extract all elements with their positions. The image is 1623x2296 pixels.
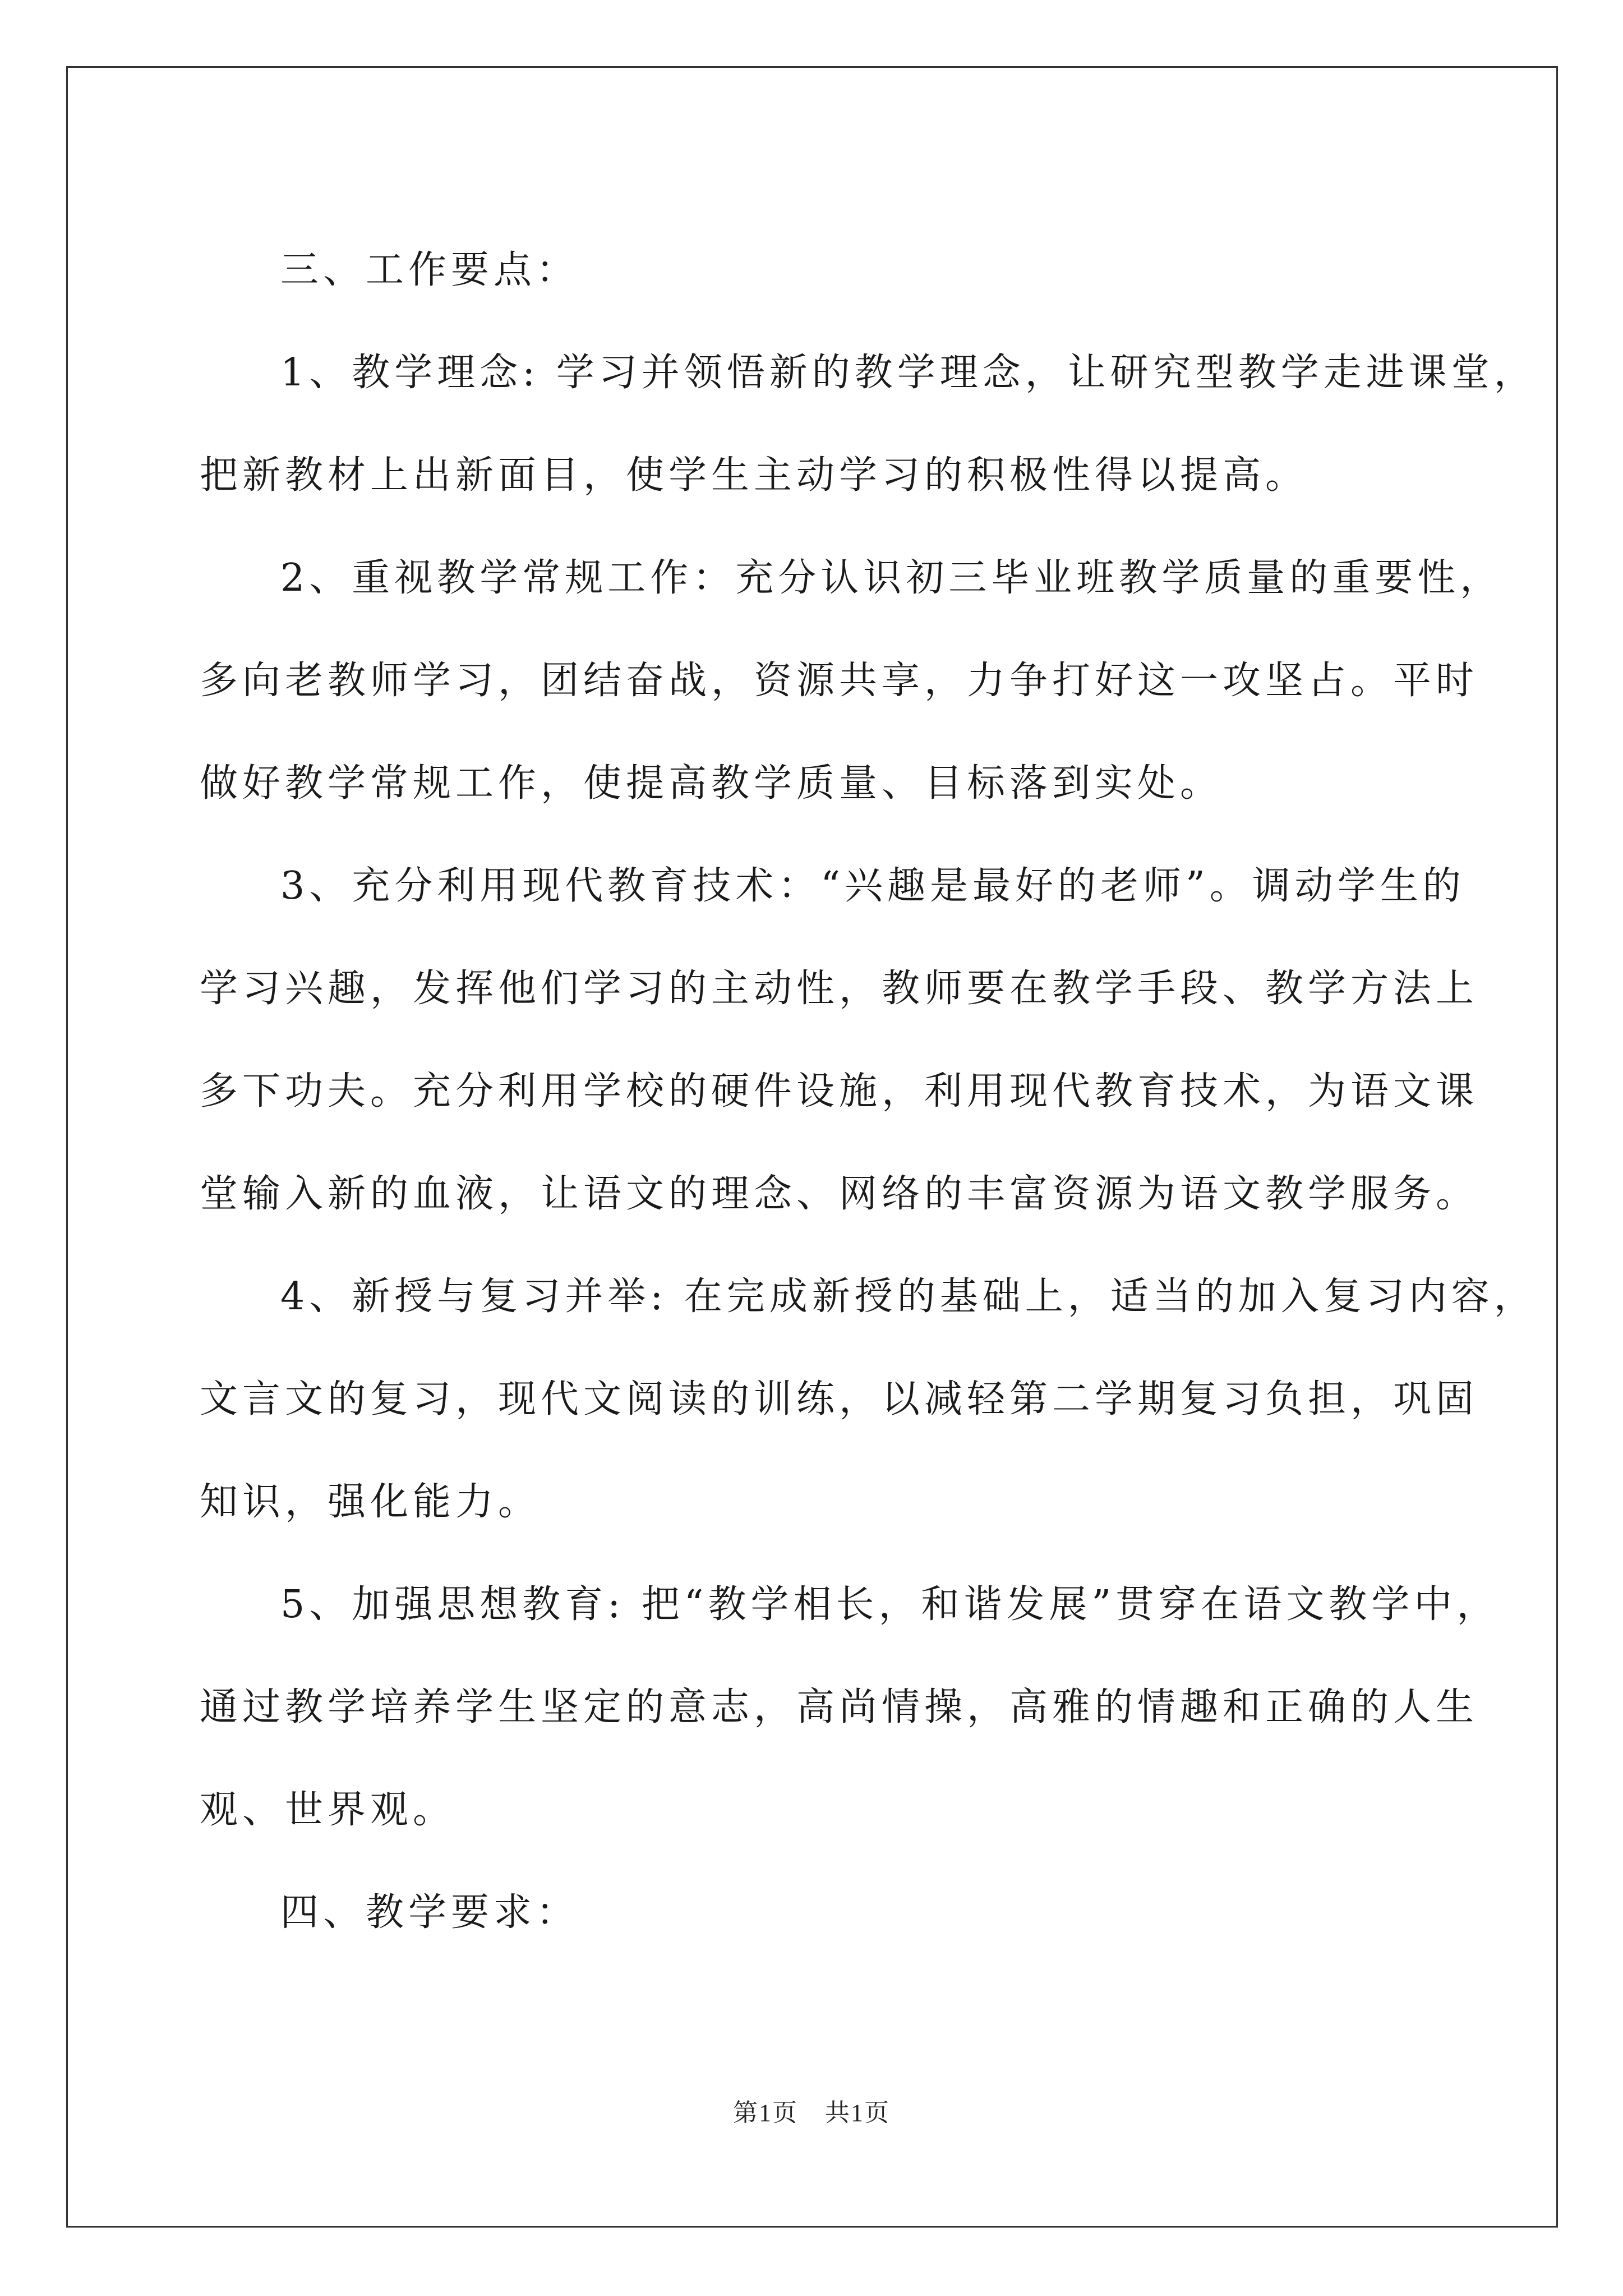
paragraph-new-and-review: [200, 1245, 1537, 1553]
paragraph-line: 通过教学培养学生坚定的意志，高尚情操，高雅的情趣和正确的人生: [200, 1685, 1479, 1729]
paragraph-line: 文言文的复习，现代文阅读的训练，以减轻第二学期复习负担，巩固: [200, 1377, 1479, 1421]
paragraph-line: 3、充分利用现代教育技术：“兴趣是最好的老师”。调动学生的: [280, 864, 1465, 908]
document-body: [200, 219, 1537, 1964]
paragraph-modern-tech: [200, 835, 1479, 1245]
paragraph-line: 知识，强化能力。: [200, 1480, 541, 1524]
paragraph-routine-work: [200, 527, 1503, 835]
section-heading-4: [200, 1861, 1436, 1964]
paragraph-line: 多向老教师学习，团结奋战，资源共享，力争打好这一攻坚占。平时: [200, 659, 1479, 703]
paragraph-line: 2、重视教学常规工作：充分认识初三毕业班教学质量的重要性，: [280, 556, 1503, 600]
page-total: 共1页: [825, 2099, 890, 2127]
paragraph-line: 5、加强思想教育: 把“教学相长，和谐发展”贯穿在语文教学中，: [280, 1582, 1500, 1627]
paragraph-line: 三、工作要点：: [280, 248, 579, 292]
paragraph-line: 堂输入新的血液，让语文的理念、网络的丰富资源为语文教学服务。: [200, 1172, 1479, 1216]
paragraph-line: 多下功夫。充分利用学校的硬件设施，利用现代教育技术，为语文课: [200, 1069, 1479, 1114]
paragraph-line: 学习兴趣，发挥他们学习的主动性，教师要在教学手段、教学方法上: [200, 967, 1479, 1011]
paragraph-line: 1、教学理念: 学习并领悟新的教学理念，让研究型教学走进课堂，: [280, 351, 1537, 395]
page-footer: [0, 2092, 1623, 2128]
paragraph-ideological-education: [200, 1553, 1500, 1861]
paragraph-line: 把新教材上出新面目，使学生主动学习的积极性得以提高。: [200, 453, 1308, 498]
paragraph-line: 做好教学常规工作，使提高教学质量、目标落到实处。: [200, 761, 1223, 806]
paragraph-line: 观、世界观。: [200, 1788, 456, 1832]
paragraph-line: 4、新授与复习并举: 在完成新授的基础上，适当的加入复习内容，: [280, 1274, 1537, 1319]
paragraph-line: 四、教学要求：: [280, 1890, 579, 1935]
paragraph-teaching-philosophy: [200, 321, 1537, 527]
section-heading-3: [200, 219, 1436, 321]
page-number: 第1页: [733, 2099, 798, 2127]
